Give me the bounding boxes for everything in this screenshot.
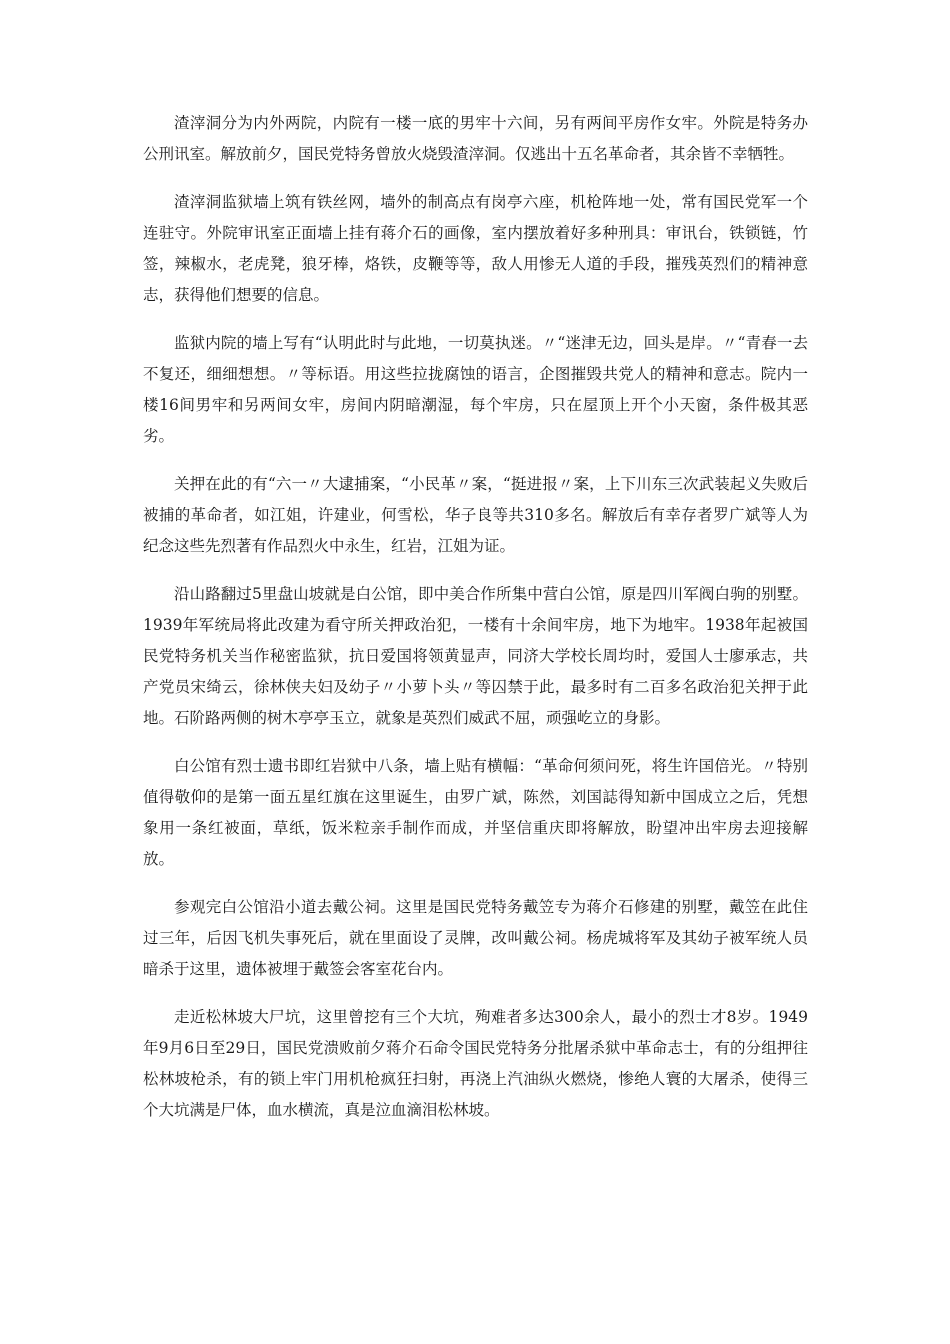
paragraph-zhazidong-layout: 渣滓洞分为内外两院，内院有一楼一底的男牢十六间，另有两间平房作女牢。外院是特务办公刑讯室。解放前夕，国民党特务曾放火烧毁渣滓洞。仅逃出十五名革命者，其余皆不幸牺牲。 [143, 114, 808, 163]
paragraph-songlinpo: 走近松林坡大尸坑，这里曾挖有三个大坑，殉难者多达300余人，最小的烈士才8岁。1949年9月6日至29日，国民党溃败前夕蒋介石命令国民党特务分批屠杀狱中革命志士，有的分组押往松林坡枪杀，有的锁上牢门用机枪疯狂扫射，再浇上汽油纵火燃烧，惨绝人寰的大屠杀，使得三个大坑满是尸体，血水横流，真是泣血滴泪松林坡。 [143, 1008, 808, 1119]
paragraph-daigongci: 参观完白公馆沿小道去戴公祠。这里是国民党特务戴笠专为蒋介石修建的别墅，戴笠在此住过三年，后因飞机失事死后，就在里面设了灵牌，改叫戴公祠。杨虎城将军及其幼子被军统人员暗杀于这里，遗体被埋于戴签会客室花台内。 [143, 898, 808, 978]
document-body [143, 108, 808, 1143]
paragraph-zhazidong-torture: 渣滓洞监狱墙上筑有铁丝网，墙外的制高点有岗亭六座，机枪阵地一处，常有国民党军一个连驻守。外院审讯室正面墙上挂有蒋介石的画像，室内摆放着好多种刑具：审讯台，铁锁链，竹签，辣椒水，老虎凳，狼牙棒，烙铁，皮鞭等等，敌人用惨无人道的手段，摧残英烈们的精神意志，获得他们想要的信息。 [143, 193, 808, 304]
paragraph-red-flag: 白公馆有烈士遗书即红岩狱中八条，墙上贴有横幅：“革命何须问死，将生许国倍光。〃特别值得敬仰的是第一面五星红旗在这里诞生，由罗广斌，陈然，刘国誌得知新中国成立之后，凭想象用一条红被面，草纸，饭米粒亲手制作而成，并坚信重庆即将解放，盼望冲出牢房去迎接解放。 [143, 757, 808, 868]
paragraph-prisoners: 关押在此的有“六一〃大逮捕案，“小民革〃案，“挺进报〃案，上下川东三次武装起义失败后被捕的革命者，如江姐，许建业，何雪松，华子良等共310多名。解放后有幸存者罗广斌等人为纪念这些先烈著有作品烈火中永生，红岩，江姐为证。 [143, 475, 808, 555]
paragraph-prison-slogans: 监狱内院的墙上写有“认明此时与此地，一切莫执迷。〃“迷津无边，回头是岸。〃“青春一去不复还，细细想想。〃等标语。用这些拉拢腐蚀的语言，企图摧毁共党人的精神和意志。院内一楼16间男牢和另两间女牢，房间内阴暗潮湿，每个牢房，只在屋顶上开个小天窗，条件极其恶劣。 [143, 334, 808, 445]
paragraph-baigongguan: 沿山路翻过5里盘山坡就是白公馆，即中美合作所集中营白公馆，原是四川军阀白驹的别墅。1939年军统局将此改建为看守所关押政治犯，一楼有十余间牢房，地下为地牢。1938年起被国民党特务机关当作秘密监狱，抗日爱国将领黄显声，同济大学校长周均时，爱国人士廖承志，共产党员宋绮云，徐林侠夫妇及幼子〃小萝卜头〃等囚禁于此，最多时有二百多名政治犯关押于此地。石阶路两侧的树木亭亭玉立，就象是英烈们威武不屈，顽强屹立的身影。 [143, 585, 808, 727]
